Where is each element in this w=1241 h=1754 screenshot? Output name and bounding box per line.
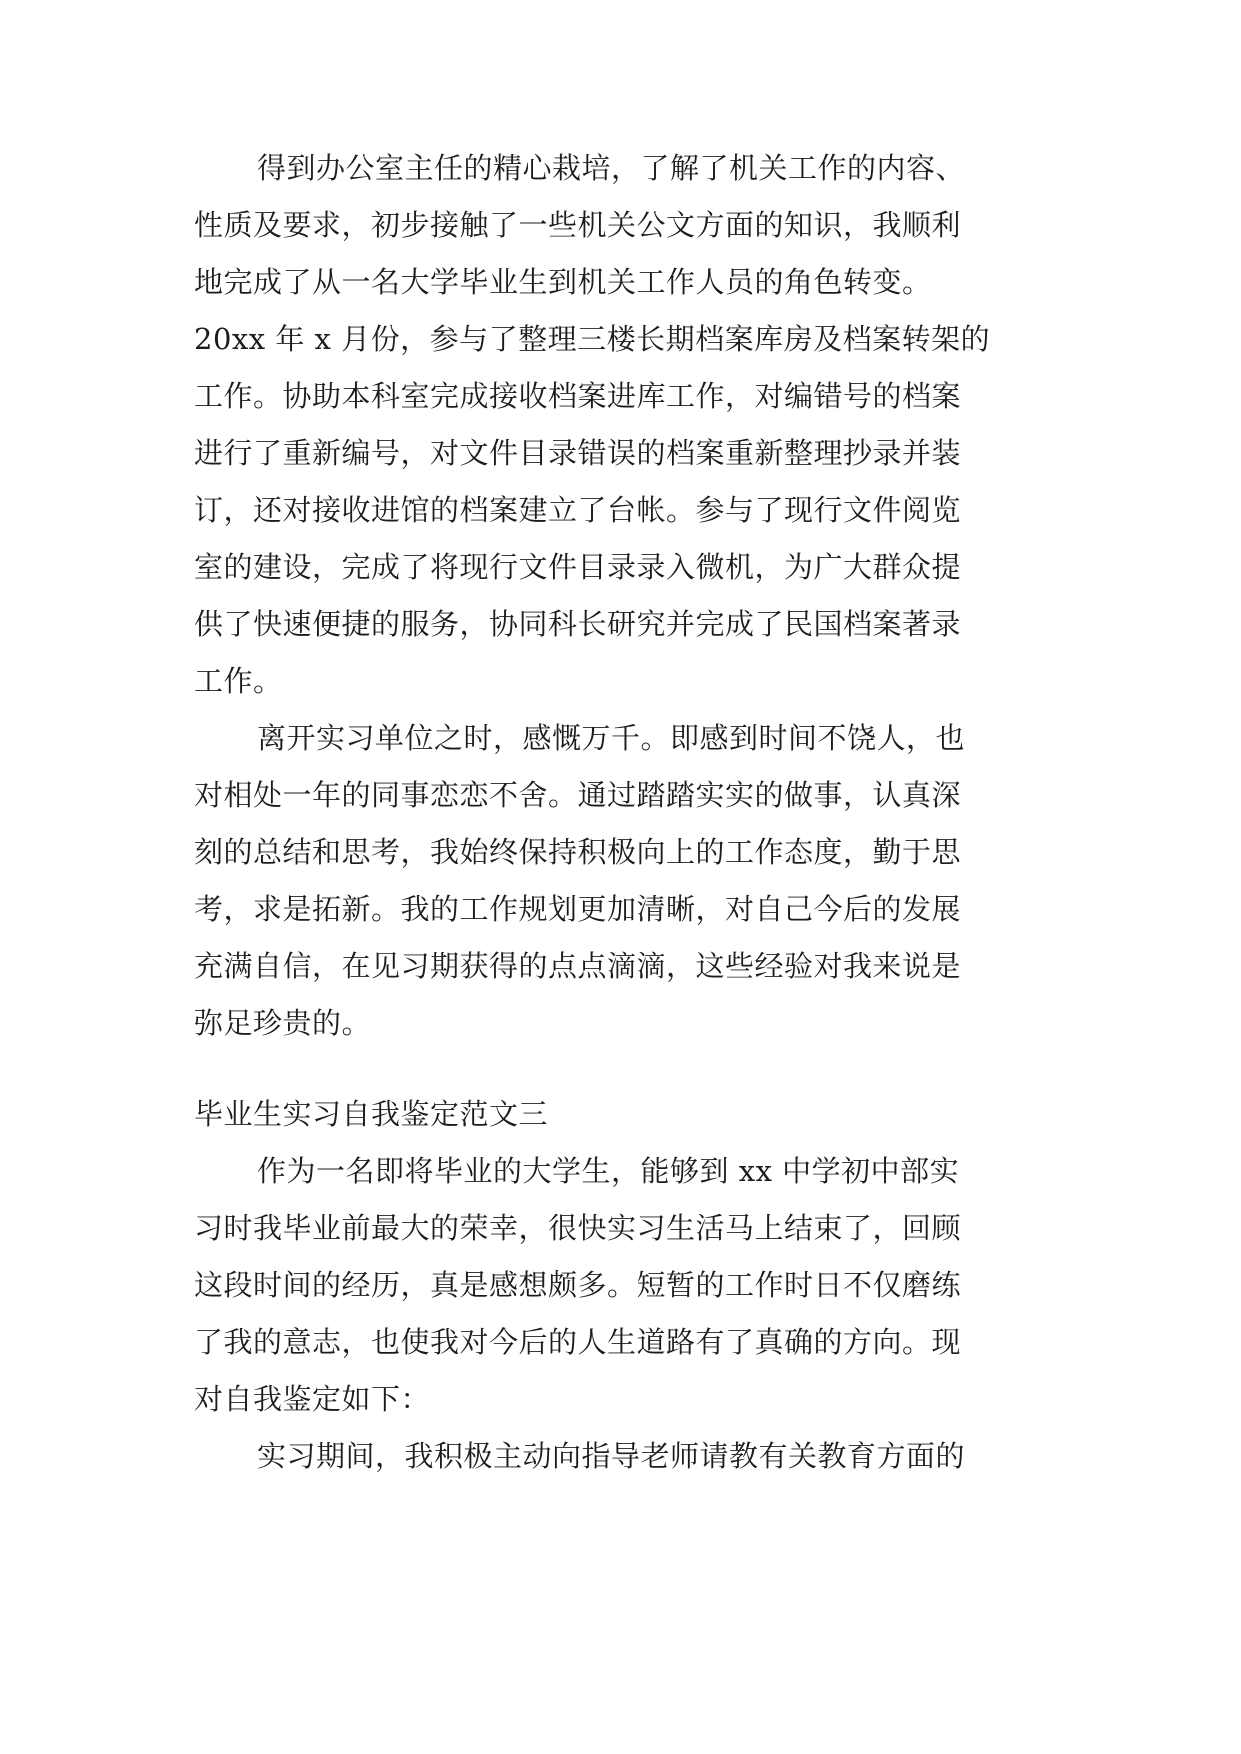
paragraph-line: 订，还对接收进馆的档案建立了台帐。参与了现行文件阅览: [194, 493, 962, 527]
paragraph-line: 这段时间的经历，真是感想颇多。短暂的工作时日不仅磨练: [194, 1268, 962, 1302]
paragraph-line: 地完成了从一名大学毕业生到机关工作人员的角色转变。: [194, 265, 932, 299]
paragraph-line: 对相处一年的同事恋恋不舍。通过踏踏实实的做事，认真深: [194, 778, 962, 812]
paragraph-line: 室的建设，完成了将现行文件目录录入微机，为广大群众提: [194, 550, 962, 584]
paragraph-line: 作为一名即将毕业的大学生，能够到 xx 中学初中部实: [257, 1154, 960, 1188]
paragraph-line: 考，求是拓新。我的工作规划更加清晰，对自己今后的发展: [194, 892, 962, 926]
paragraph-line: 弥足珍贵的。: [194, 1006, 372, 1040]
paragraph-line: 性质及要求，初步接触了一些机关公文方面的知识，我顺利: [194, 208, 962, 242]
paragraph-line: 得到办公室主任的精心栽培，了解了机关工作的内容、: [257, 151, 966, 185]
paragraph-line: 对自我鉴定如下：: [194, 1382, 431, 1416]
paragraph-line: 了我的意志，也使我对今后的人生道路有了真确的方向。现: [194, 1325, 962, 1359]
paragraph-line: 供了快速便捷的服务，协同科长研究并完成了民国档案著录: [194, 607, 962, 641]
paragraph-line: 工作。: [194, 664, 283, 698]
paragraph-line: 工作。协助本科室完成接收档案进库工作，对编错号的档案: [194, 379, 962, 413]
section-heading: 毕业生实习自我鉴定范文三: [194, 1097, 549, 1131]
paragraph-line: 充满自信，在见习期获得的点点滴滴，这些经验对我来说是: [194, 949, 962, 983]
paragraph-line: 离开实习单位之时，感慨万千。即感到时间不饶人，也: [257, 721, 966, 755]
paragraph-line: 实习期间，我积极主动向指导老师请教有关教育方面的: [257, 1439, 966, 1473]
paragraph-line: 习时我毕业前最大的荣幸，很快实习生活马上结束了，回顾: [194, 1211, 962, 1245]
paragraph-line: 刻的总结和思考，我始终保持积极向上的工作态度，勤于思: [194, 835, 962, 869]
paragraph-line: 进行了重新编号，对文件目录错误的档案重新整理抄录并装: [194, 436, 962, 470]
paragraph-line: 20xx 年 x 月份，参与了整理三楼长期档案库房及档案转架的: [194, 322, 991, 356]
